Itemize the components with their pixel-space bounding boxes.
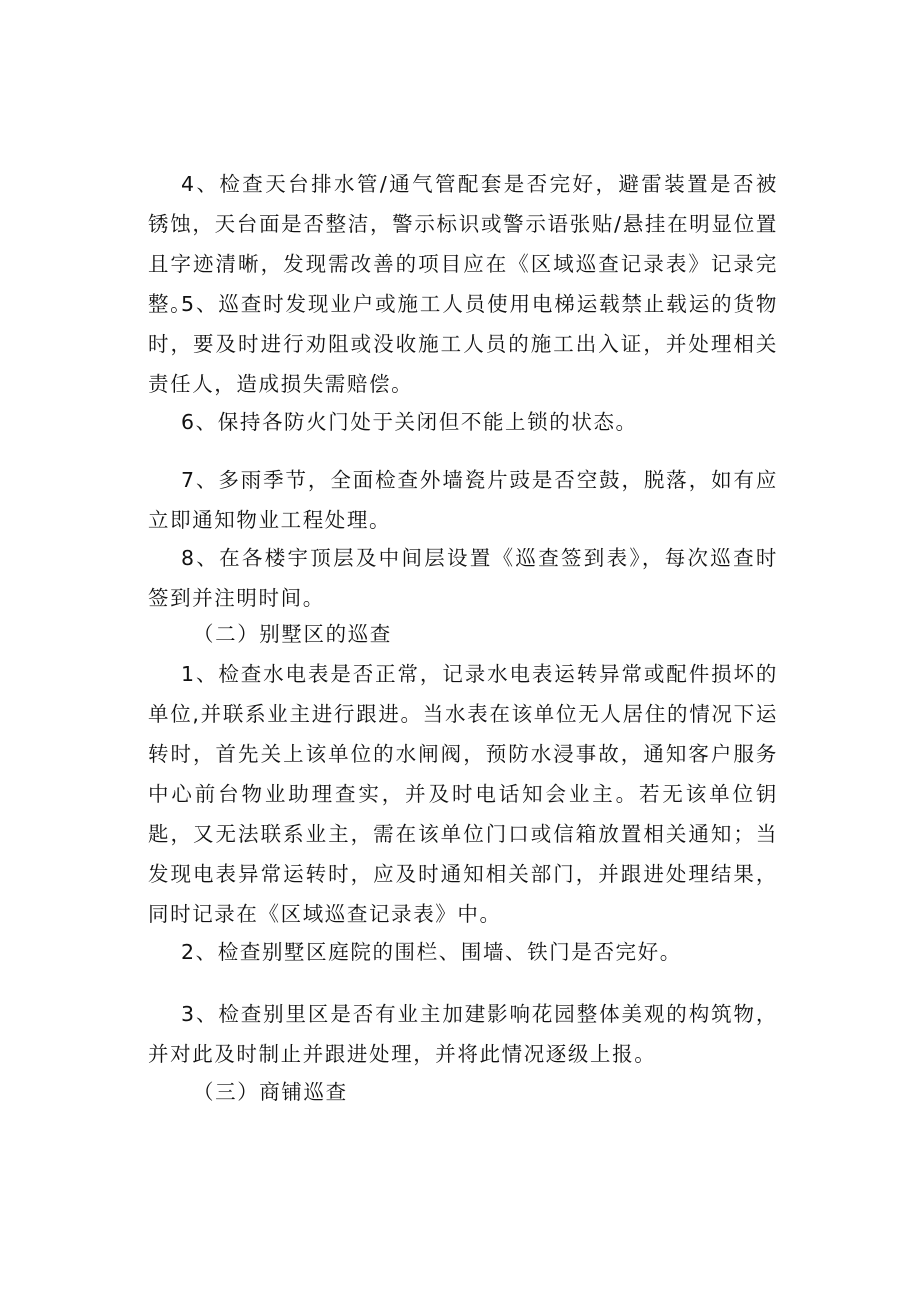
villa-paragraph-3: 3、检查别里区是否有业主加建影响花园整体美观的构筑物，并对此及时制止并跟进处理，并将此情况逐级上报。 [148, 1002, 778, 1066]
paragraph-item-6: 6、保持各防火门处于关闭但不能上锁的状态。 [181, 410, 638, 434]
paragraph-item-7: 7、多雨季节，全面检查外墙瓷片豉是否空鼓，脱落，如有应立即通知物业工程处理。 [148, 468, 778, 532]
paragraph-item-5: 5、巡查时发现业户或施工人员使用电梯运载禁止载运的货物时，要及时进行劝阻或没收施工人员的施工出入证，并处理相关责任人，造成损失需赔偿。 [148, 292, 778, 396]
section-heading-shops: （三）商铺巡查 [193, 1080, 348, 1104]
section-heading-villa: （二）别墅区的巡查 [193, 622, 392, 646]
paragraph-item-4: 4、检查天台排水管/通气管配套是否完好，避雷装置是否被锈蚀，天台面是否整洁，警示标识或警示语张贴/悬挂在明显位置且字迹清晰，发现需改善的项目应在《区域巡查记录表》记录完整。 [148, 172, 778, 316]
paragraph-item-8: 8、在各楼宇顶层及中间层设置《巡查签到表》，每次巡查时签到并注明时间。 [148, 546, 778, 610]
villa-paragraph-1: 1、检查水电表是否正常，记录水电表运转异常或配件损坏的单位,并联系业主进行跟进。当水表在该单位无人居住的情况下运转时，首先关上该单位的水闸阀，预防水浸事故，通知客户服务中心前台物业助理查实，并及时电话知会业主。若无该单位钥匙，又无法联系业主，需在该单位门口或信箱放置相关通知；当发现电表异常运转时，应及时通知相关部门，并跟进处理结果，同时记录在《区域巡查记录表》中。 [148, 662, 778, 926]
villa-paragraph-2: 2、检查别墅区庭院的围栏、围墙、铁门是否完好。 [181, 940, 682, 964]
